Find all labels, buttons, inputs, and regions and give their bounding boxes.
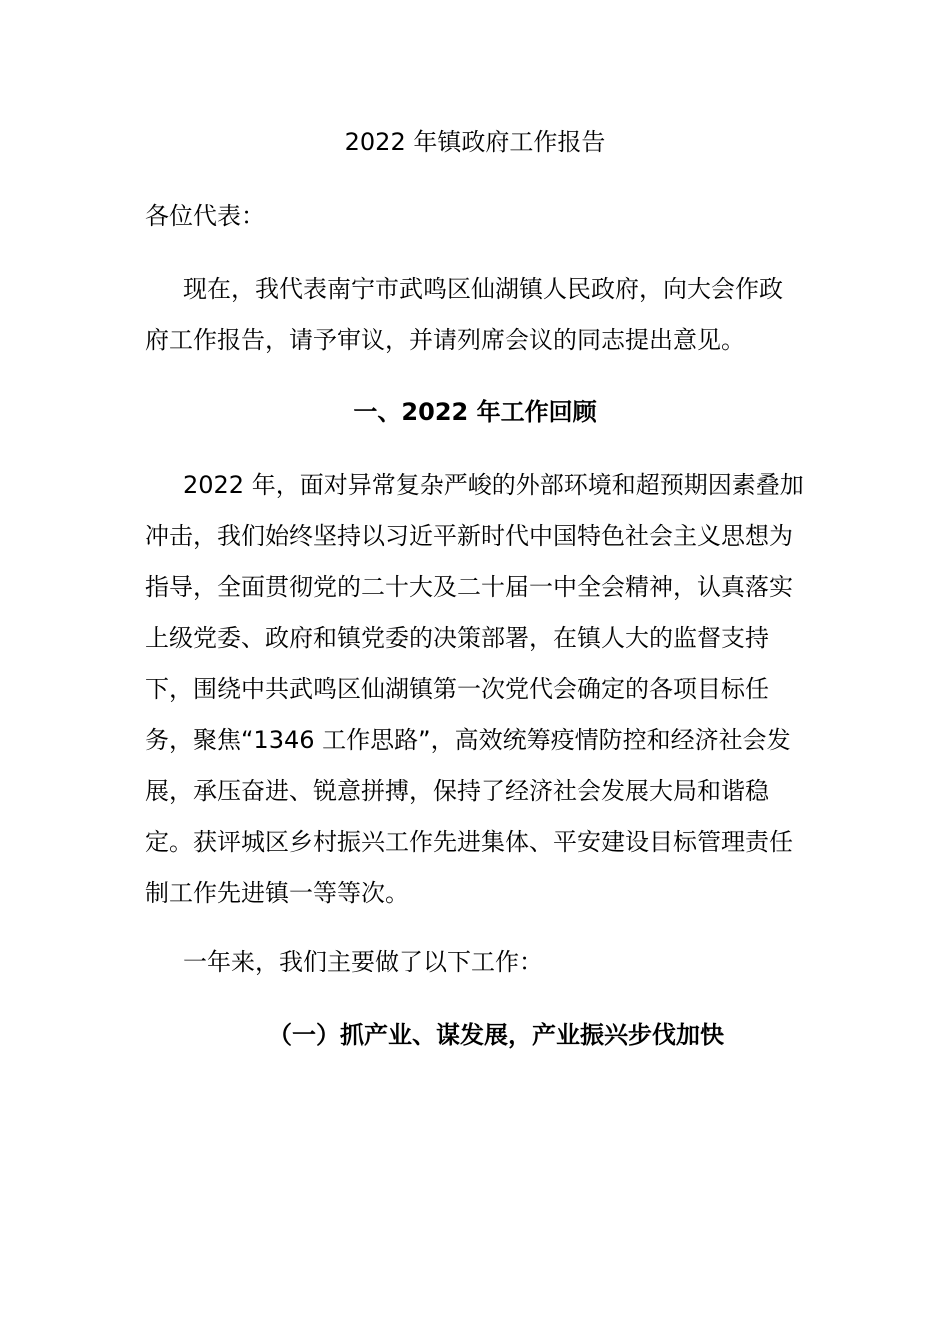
review-paragraph: 2022 年，面对异常复杂严峻的外部环境和超预期因素叠加冲击，我们始终坚持以习近平新时代中国特色社会主义思想为指导，全面贯彻党的二十大及二十届一中全会精神，认真落实上级党委、政府和镇党委的决策部署，在镇人大的监督支持下，围绕中共武鸣区仙湖镇第一次党代会确定的各项目标任务，聚焦“1346 工作思路”，高效统筹疫情防控和经济社会发展，承压奋进、锐意拼搏，保持了经济社会发展大局和谐稳定。获评城区乡村振兴工作先进集体、平安建设目标管理责任制工作先进镇一等等次。 [145,471,804,907]
subsection-heading: （一）抓产业、谋发展，产业振兴步伐加快 [268,1021,724,1049]
lead-paragraph: 一年来，我们主要做了以下工作： [183,948,543,976]
document-title: 2022 年镇政府工作报告 [344,128,606,156]
intro-paragraph: 现在，我代表南宁市武鸣区仙湖镇人民政府，向大会作政府工作报告，请予审议，并请列席会议的同志提出意见。 [145,275,783,354]
salutation: 各位代表： [145,202,265,230]
section-heading: 一、2022 年工作回顾 [353,398,597,426]
